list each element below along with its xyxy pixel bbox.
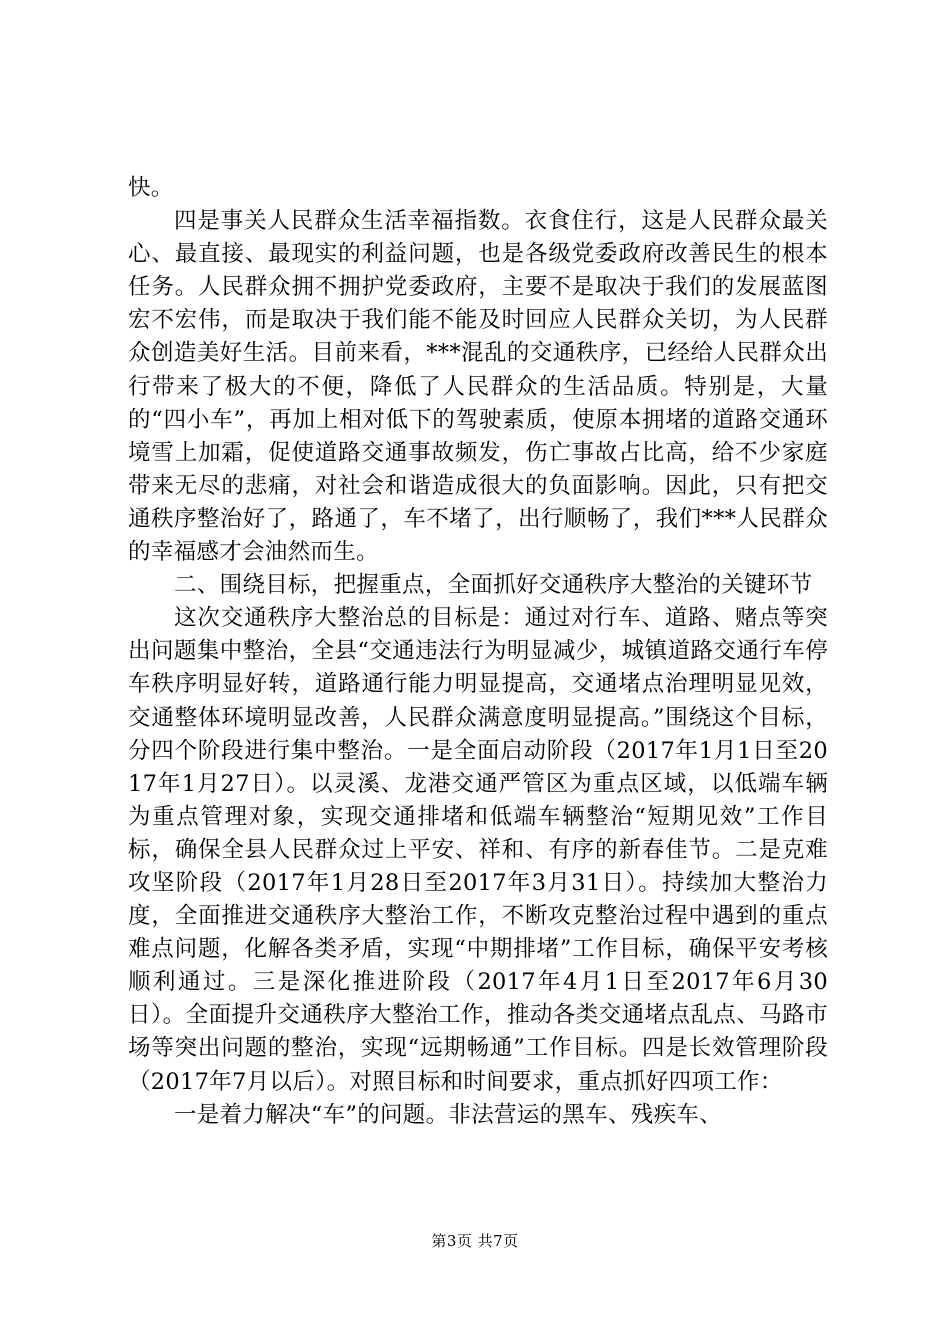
page-number: 第3页 共7页 — [431, 1232, 519, 1250]
page-footer — [0, 1231, 950, 1251]
document-body — [128, 172, 828, 1132]
paragraph-1: 快。 — [128, 175, 174, 201]
paragraph-2: 四是事关人民群众生活幸福指数。衣食住行，这是人民群众最关心、最直接、最现实的利益问题，也是各级党委政府改善民生的根本任务。人民群众拥不拥护党委政府，主要不是取决于我们的发展蓝图宏不宏伟，而是取决于我们能不能及时回应人民群众关切，为人民群众创造美好生活。目前来看，***混乱的交通秩序，已经给人民群众出行带来了极大的不便，降低了人民群众的生活品质。特别是，大量的“四小车”，再加上相对低下的驾驶素质，使原本拥堵的道路交通环境雪上加霜，促使道路交通事故频发，伤亡事故占比高，给不少家庭带来无尽的悲痛，对社会和谐造成很大的负面影响。因此，只有把交通秩序整治好了，路通了，车不堵了，出行顺畅了，我们***人民群众的幸福感才会油然而生。 — [128, 208, 828, 566]
section-heading: 二、围绕目标，把握重点，全面抓好交通秩序大整治的关键环节 — [174, 572, 813, 599]
paragraph-4: 一是着力解决“车”的问题。非法营运的黑车、残疾车、 — [174, 1101, 723, 1128]
paragraph-3: 这次交通秩序大整治总的目标是：通过对行车、道路、赌点等突出问题集中整治，全县“交通违法行为明显减少，城镇道路交通行车停车秩序明显好转，道路通行能力明显提高，交通堵点治理明显见效，交通整体环境明显改善，人民群众满意度明显提高。”围绕这个目标，分四个阶段进行集中整治。一是全面启动阶段（2017年1月1日至2017年1月27日）。以灵溪、龙港交通严管区为重点区域，以低端车辆为重点管理对象，实现交通排堵和低端车辆整治“短期见效”工作目标，确保全县人民群众过上平安、祥和、有序的新春佳节。二是克难攻坚阶段（2017年1月28日至2017年3月31日）。持续加大整治力度，全面推进交通秩序大整治工作，不断攻克整治过程中遇到的重点难点问题，化解各类矛盾，实现“中期排堵”工作目标，确保平安考核顺利通过。三是深化推进阶段（2017年4月1日至2017年6月30日）。全面提升交通秩序大整治工作，推动各类交通堵点乱点、马路市场等突出问题的整治，实现“远期畅通”工作目标。四是长效管理阶段（2017年7月以后）。对照目标和时间要求，重点抓好四项工作： — [128, 605, 828, 1095]
